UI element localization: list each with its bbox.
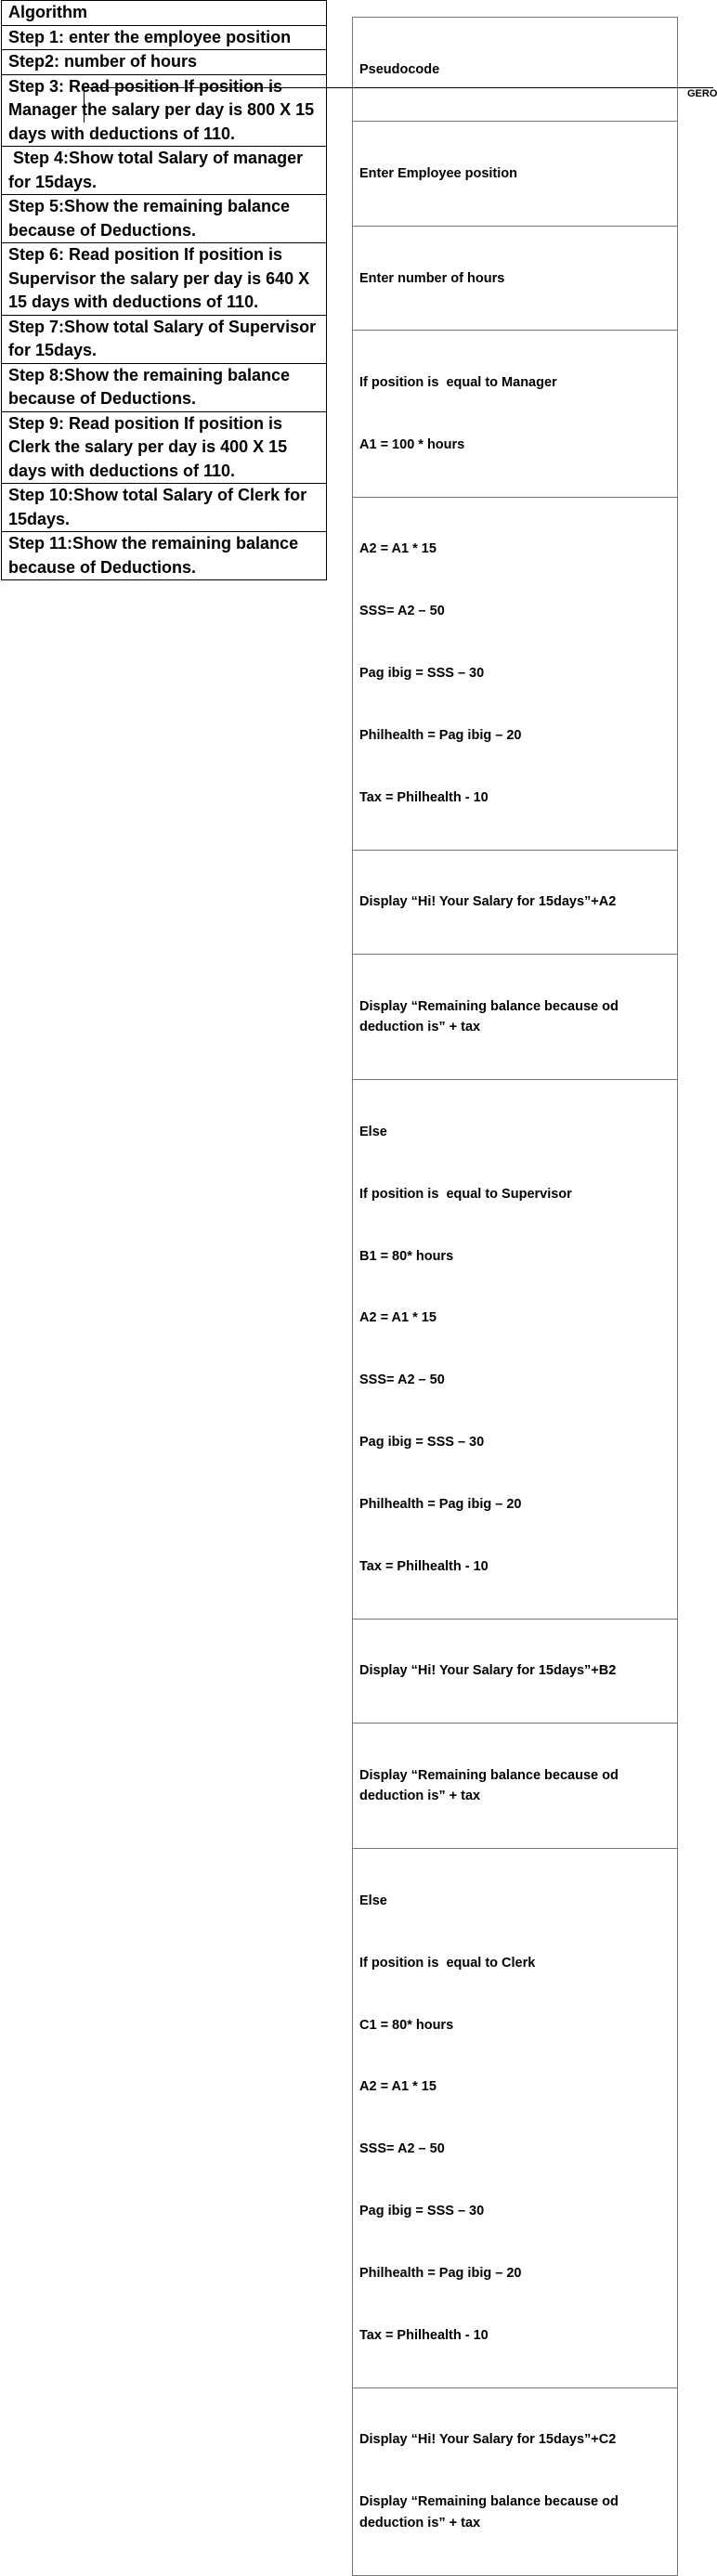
algorithm-step: Step 5:Show the remaining balance because of Deductions.: [1, 195, 327, 243]
pseudocode-line: SSS= A2 – 50: [359, 2141, 445, 2157]
pseudocode-table: [352, 17, 678, 2576]
algorithm-header: Algorithm: [1, 0, 327, 26]
pseudocode-row: [352, 955, 678, 1080]
pseudocode-line: Else: [359, 1893, 387, 1908]
pseudocode-line: Pag ibig = SSS – 30: [359, 2204, 485, 2219]
pseudocode-line: If position is equal to Manager: [359, 375, 557, 391]
pseudocode-row: [352, 1080, 678, 1620]
pseudocode-row: [352, 331, 678, 497]
pseudocode-line: Display “Remaining balance because od deduction is” + tax: [359, 998, 622, 1035]
cropped-side-label: GERO: [687, 88, 717, 99]
pseudocode-row: [352, 1849, 678, 2388]
pseudocode-line: Display “Hi! Your Salary for 15days”+C2: [359, 2432, 617, 2448]
stray-horizontal-line: [84, 87, 713, 88]
pseudocode-line: Tax = Philhealth - 10: [359, 2327, 489, 2343]
algorithm-step: Step 11:Show the remaining balance because of Deductions.: [1, 532, 327, 580]
pseudocode-line: Enter Employee position: [359, 166, 517, 182]
algorithm-step: Step 8:Show the remaining balance because of Deductions.: [1, 364, 327, 412]
pseudocode-line: SSS= A2 – 50: [359, 1373, 445, 1388]
pseudocode-line: Else: [359, 1124, 387, 1139]
pseudocode-line: Pag ibig = SSS – 30: [359, 1435, 485, 1451]
pseudocode-line: Tax = Philhealth - 10: [359, 1558, 489, 1574]
algorithm-step: Step 6: Read position If position is Supervisor the salary per day is 640 X 15 days with deductions of 110.: [1, 243, 327, 316]
pseudocode-line: Philhealth = Pag ibig – 20: [359, 2266, 522, 2282]
pseudocode-line: Pag ibig = SSS – 30: [359, 666, 485, 682]
pseudocode-line: Philhealth = Pag ibig – 20: [359, 728, 522, 744]
pseudocode-line: Display “Hi! Your Salary for 15days”+B2: [359, 1663, 617, 1679]
algorithm-step: Step 4:Show total Salary of manager for 15days.: [1, 147, 327, 195]
pseudocode-line: C1 = 80* hours: [359, 2017, 454, 2033]
pseudocode-line: Display “Hi! Your Salary for 15days”+A2: [359, 894, 617, 910]
algorithm-step: Step 1: enter the employee position: [1, 26, 327, 51]
pseudocode-row: [352, 122, 678, 226]
algorithm-step: Step 10:Show total Salary of Clerk for 15days.: [1, 484, 327, 532]
stray-vertical-line: [84, 87, 85, 123]
pseudocode-row: [352, 1724, 678, 1849]
algorithm-step: Step 3: Read position If position is Manager the salary per day is 800 X 15 days with deductions of 110.: [1, 75, 327, 148]
pseudocode-line: A2 = A1 * 15: [359, 2079, 437, 2095]
pseudocode-line: Philhealth = Pag ibig – 20: [359, 1497, 522, 1513]
algorithm-step: Step 9: Read position If position is Clerk the salary per day is 400 X 15 days with deductions of 110.: [1, 412, 327, 485]
pseudocode-row: [352, 2388, 678, 2576]
pseudocode-row: [352, 1620, 678, 1724]
pseudocode-line: B1 = 80* hours: [359, 1248, 454, 1264]
pseudocode-line: Display “Remaining balance because od deduction is” + tax: [359, 2494, 622, 2530]
pseudocode-line: A2 = A1 * 15: [359, 541, 437, 557]
pseudocode-line: Display “Remaining balance because od deduction is” + tax: [359, 1767, 622, 1804]
pseudocode-row: [352, 851, 678, 955]
algorithm-step: Step 7:Show total Salary of Supervisor for 15days.: [1, 316, 327, 364]
pseudocode-row: [352, 498, 678, 851]
pseudocode-row: [352, 227, 678, 331]
pseudocode-line: Pseudocode: [359, 61, 440, 77]
pseudocode-line: If position is equal to Clerk: [359, 1955, 536, 1971]
pseudocode-line: Tax = Philhealth - 10: [359, 789, 489, 805]
pseudocode-line: A1 = 100 * hours: [359, 436, 465, 452]
algorithm-step: Step2: number of hours: [1, 50, 327, 75]
pseudocode-line: SSS= A2 – 50: [359, 604, 445, 619]
pseudocode-line: If position is equal to Supervisor: [359, 1186, 572, 1202]
pseudocode-line: Enter number of hours: [359, 270, 505, 286]
pseudocode-header: [352, 17, 678, 122]
pseudocode-line: A2 = A1 * 15: [359, 1310, 437, 1326]
